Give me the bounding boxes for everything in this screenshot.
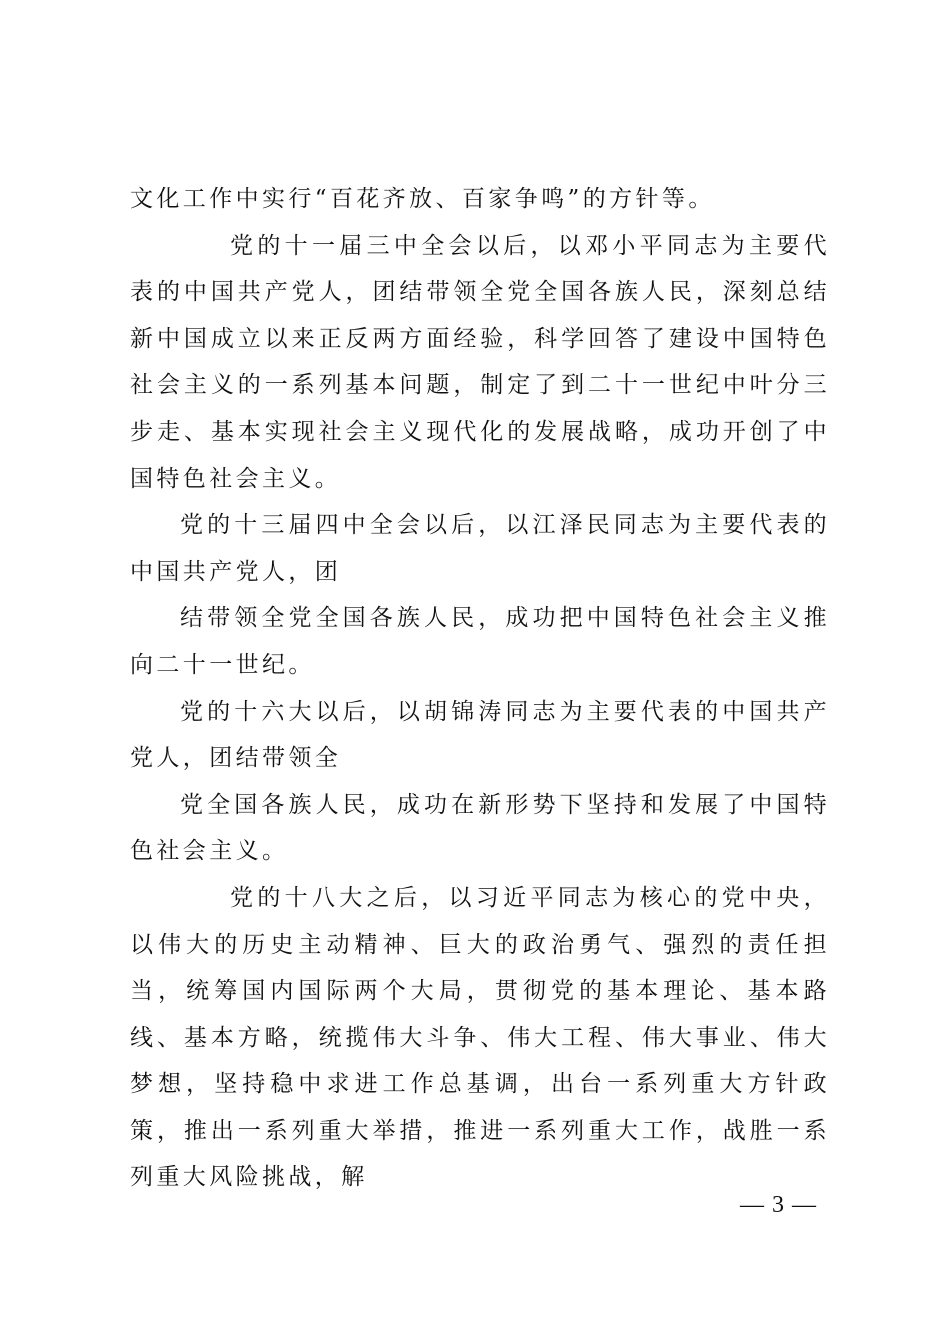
paragraph-fourth-plenum-part2: 结带领全党全国各族人民，成功把中国特色社会主义推向二十一世纪。	[130, 605, 830, 678]
paragraph-fourth-plenum-part1: 党的十三届四中全会以后，以江泽民同志为主要代表的中国共产党人，团	[130, 512, 830, 585]
paragraph-third-plenum: 党的十一届三中全会以后，以邓小平同志为主要代表的中国共产党人，团结带领全党全国各族人民，深刻总结新中国成立以来正反两方面经验，科学回答了建设中国特色社会主义的一系列基本问题，制定了到二十一世纪中叶分三步走、基本实现社会主义现代化的发展战略，成功开创了中国特色社会主义。	[130, 232, 830, 492]
paragraph-continuation: 文化工作中实行“百花齐放、百家争鸣”的方针等。	[130, 186, 715, 212]
page-number: — 3 —	[740, 1192, 817, 1218]
body-text	[130, 176, 830, 1201]
paragraph-sixteenth-congress-part2: 党全国各族人民，成功在新形势下坚持和发展了中国特色社会主义。	[130, 791, 830, 865]
paragraph-eighteenth-congress: 党的十八大之后，以习近平同志为核心的党中央，以伟大的历史主动精神、巨大的政治勇气、强烈的责任担当，统筹国内国际两个大局，贯彻党的基本理论、基本路线、基本方略，统揽伟大斗争、伟大工程、伟大事业、伟大梦想，坚持稳中求进工作总基调，出台一系列重大方针政策，推出一系列重大举措，推进一系列重大工作，战胜一系列重大风险挑战，解	[130, 884, 830, 1191]
paragraph-sixteenth-congress-part1: 党的十六大以后，以胡锦涛同志为主要代表的中国共产党人，团结带领全	[130, 698, 830, 772]
